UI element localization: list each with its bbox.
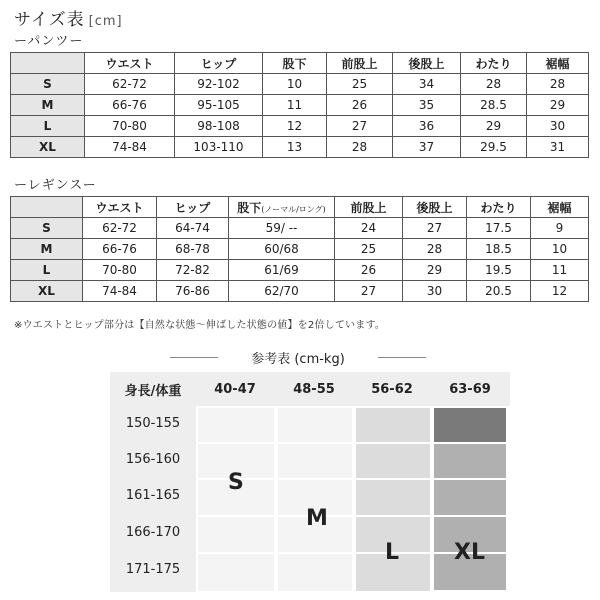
weight-range-label: 56-62 <box>371 381 413 397</box>
page-title <box>14 5 123 30</box>
table-cell: 36 <box>393 116 461 137</box>
table-cell: 62-72 <box>83 218 157 239</box>
title-divider-right <box>378 357 426 358</box>
table-cell: 70-80 <box>85 116 175 137</box>
table-cell: 95-105 <box>175 95 263 116</box>
table-corner <box>11 197 83 218</box>
table-cell: 34 <box>393 74 461 95</box>
table-cell: 29 <box>461 116 527 137</box>
reference-grid <box>110 372 510 592</box>
table-cell: 30 <box>403 281 467 302</box>
column-header: ヒップ <box>175 53 263 74</box>
table-row <box>11 218 589 239</box>
weight-range-label: 63-69 <box>449 381 491 397</box>
table-cell: 27 <box>327 116 393 137</box>
column-header: ヒップ <box>157 197 229 218</box>
table-cell: 12 <box>531 281 589 302</box>
table-cell: 10 <box>263 74 327 95</box>
table-cell: 98-108 <box>175 116 263 137</box>
size-xl-block <box>434 444 506 590</box>
column-header: ウエスト <box>83 197 157 218</box>
height-range-label: 171-175 <box>125 561 181 577</box>
table-cell: 60/68 <box>229 239 335 260</box>
table-cell: 27 <box>335 281 403 302</box>
height-range-label: 150-155 <box>125 415 181 431</box>
table-row <box>11 74 589 95</box>
height-range-label: 166-170 <box>125 524 181 540</box>
row-header-size: S <box>11 218 83 239</box>
table-cell: 18.5 <box>467 239 531 260</box>
table-cell: 24 <box>335 218 403 239</box>
table-cell: 72-82 <box>157 260 229 281</box>
row-divider <box>196 442 510 444</box>
column-header: 後股上 <box>393 53 461 74</box>
table-cell: 28 <box>527 74 589 95</box>
table-cell: 29 <box>403 260 467 281</box>
size-letter: XL <box>454 540 485 565</box>
table-cell: 27 <box>403 218 467 239</box>
column-header: 股下(ノーマル/ロング) <box>229 197 335 218</box>
table-cell: 70-80 <box>83 260 157 281</box>
height-range-label: 156-160 <box>125 451 181 467</box>
table-cell: 20.5 <box>467 281 531 302</box>
table-cell: 66-76 <box>85 95 175 116</box>
table-cell: 13 <box>263 137 327 158</box>
column-header: 裾幅 <box>527 53 589 74</box>
column-header: わたり <box>467 197 531 218</box>
table-row <box>11 239 589 260</box>
table-cell: 30 <box>527 116 589 137</box>
table-cell: 9 <box>531 218 589 239</box>
row-divider <box>196 515 510 517</box>
size-s-block <box>198 408 274 591</box>
table-cell: 66-76 <box>83 239 157 260</box>
row-header-size: L <box>11 116 85 137</box>
table-cell: 25 <box>327 74 393 95</box>
size-xl-top-block <box>434 408 506 442</box>
title-divider-left <box>170 357 218 358</box>
table-cell: 29 <box>527 95 589 116</box>
column-header: 前股上 <box>327 53 393 74</box>
table-cell: 62-72 <box>85 74 175 95</box>
table-row <box>11 260 589 281</box>
table-row <box>11 95 589 116</box>
table-cell: 28 <box>461 74 527 95</box>
page-title-text: サイズ表 <box>14 10 85 30</box>
footnote: ※ウエストとヒップ部分は【自然な状態〜伸ばした状態の値】を2倍しています。 <box>14 320 386 331</box>
row-header-size: S <box>11 74 85 95</box>
column-header: 前股上 <box>335 197 403 218</box>
reference-title-text: 参考表 (cm-kg) <box>251 352 345 367</box>
height-range-label: 161-165 <box>125 487 181 503</box>
row-header-size: XL <box>11 137 85 158</box>
table-cell: 25 <box>335 239 403 260</box>
table-cell: 74-84 <box>83 281 157 302</box>
reference-title <box>170 348 426 367</box>
column-header: 股下 <box>263 53 327 74</box>
unit-label: [cm] <box>88 14 123 29</box>
table-cell: 28 <box>403 239 467 260</box>
table-cell: 92-102 <box>175 74 263 95</box>
table-cell: 19.5 <box>467 260 531 281</box>
table-cell: 76-86 <box>157 281 229 302</box>
table-row <box>11 116 589 137</box>
table-cell: 17.5 <box>467 218 531 239</box>
table-cell: 68-78 <box>157 239 229 260</box>
table-cell: 26 <box>335 260 403 281</box>
leggings-section-label: ーレギンスー <box>14 178 97 193</box>
size-letter: M <box>306 506 328 531</box>
table-cell: 11 <box>263 95 327 116</box>
table-cell: 28 <box>327 137 393 158</box>
table-corner <box>11 53 85 74</box>
table-cell: 35 <box>393 95 461 116</box>
table-cell: 31 <box>527 137 589 158</box>
weight-range-label: 40-47 <box>214 381 256 397</box>
size-letter: L <box>385 540 400 565</box>
table-cell: 103-110 <box>175 137 263 158</box>
pants-section-label: ーパンツー <box>14 34 84 49</box>
pants-size-table <box>10 52 589 158</box>
size-m-block <box>278 408 352 591</box>
column-header: 裾幅 <box>531 197 589 218</box>
table-cell: 74-84 <box>85 137 175 158</box>
table-cell: 64-74 <box>157 218 229 239</box>
table-cell: 62/70 <box>229 281 335 302</box>
table-cell: 29.5 <box>461 137 527 158</box>
weight-range-label: 48-55 <box>293 381 335 397</box>
column-header: ウエスト <box>85 53 175 74</box>
row-header-size: L <box>11 260 83 281</box>
table-row <box>11 281 589 302</box>
row-header-size: M <box>11 239 83 260</box>
row-header-size: M <box>11 95 85 116</box>
table-cell: 37 <box>393 137 461 158</box>
table-cell: 10 <box>531 239 589 260</box>
row-header-size: XL <box>11 281 83 302</box>
column-header: 後股上 <box>403 197 467 218</box>
table-cell: 26 <box>327 95 393 116</box>
corner-label: 身長/体重 <box>124 383 182 399</box>
table-cell: 59/ -- <box>229 218 335 239</box>
size-letter: S <box>228 470 244 495</box>
table-row <box>11 137 589 158</box>
column-header: わたり <box>461 53 527 74</box>
table-cell: 61/69 <box>229 260 335 281</box>
leggings-size-table <box>10 196 589 302</box>
table-cell: 11 <box>531 260 589 281</box>
table-cell: 28.5 <box>461 95 527 116</box>
table-cell: 12 <box>263 116 327 137</box>
inseam-type-note: (ノーマル/ロング) <box>261 204 326 214</box>
